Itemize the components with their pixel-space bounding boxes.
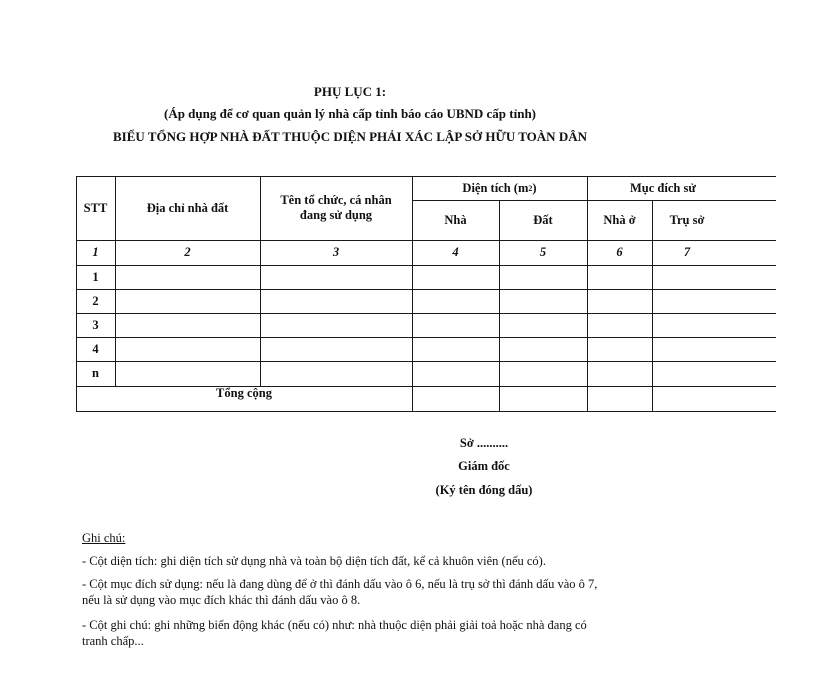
table-row-divider <box>76 337 776 338</box>
note-item: - Cột diện tích: ghi diện tích sử dụng nhà và toàn bộ diện tích đất, kể cả khuôn viên (nếu có). <box>82 554 546 568</box>
note-item: - Cột mục đích sử dụng: nếu là đang dùng để ở thì đánh dấu vào ô 6, nếu là trụ sở thì đánh dấu vào ô 7, nếu là sử dụng vào mục đích khác thì đánh dấu vào ô 8. <box>82 577 598 607</box>
note-item: - Cột ghi chú: ghi những biến động khác (nếu có) như: nhà thuộc diện phải giải toả hoặc nhà đang có tranh chấp... <box>82 618 587 648</box>
form-title: BIỂU TỔNG HỢP NHÀ ĐẤT THUỘC DIỆN PHẢI XÁC LẬP SỞ HỮU TOÀN DÂN <box>113 129 587 144</box>
header-organization: Tên tổ chức, cá nhân đang sử dụng <box>280 193 392 222</box>
table-row-divider <box>76 265 776 266</box>
table-border-bottom <box>76 411 776 412</box>
row-label: 4 <box>92 341 99 356</box>
summary-table <box>76 176 776 412</box>
header-stt: STT <box>83 200 108 215</box>
director-title: Giám đốc <box>458 459 510 473</box>
column-number: 1 <box>92 245 99 259</box>
header-land: Đất <box>533 212 553 227</box>
column-number: 6 <box>616 245 623 259</box>
sign-note: (Ký tên đóng dấu) <box>435 483 533 497</box>
column-number: 3 <box>332 245 340 259</box>
appendix-scope: (Áp dụng để cơ quan quản lý nhà cấp tỉnh báo cáo UBND cấp tỉnh) <box>163 106 537 121</box>
area-group-close: ) <box>532 180 537 195</box>
header-area-group <box>412 176 587 200</box>
table-col-divider <box>260 176 261 386</box>
header-purpose-group: Mục đích sử <box>630 180 696 195</box>
area-group-label: Diện tích (m <box>462 180 529 195</box>
appendix-label: PHỤ LỤC 1: <box>313 84 387 99</box>
department-label: Sở .......... <box>459 436 509 450</box>
column-number: 4 <box>452 245 459 259</box>
header-house: Nhà <box>444 212 467 227</box>
header-address: Địa chỉ nhà đất <box>146 200 229 215</box>
total-label: Tổng cộng <box>216 386 272 400</box>
column-number: 5 <box>539 245 547 259</box>
column-number: 2 <box>184 245 191 259</box>
header-headquarters: Trụ sở <box>669 212 705 227</box>
column-number: 7 <box>683 245 691 259</box>
row-label: 1 <box>92 269 99 284</box>
table-row-divider <box>76 313 776 314</box>
row-label: 3 <box>92 317 99 332</box>
row-label: 2 <box>92 293 99 308</box>
table-row-divider <box>76 289 776 290</box>
row-label: n <box>92 366 99 380</box>
notes-title: Ghi chú: <box>82 531 126 545</box>
table-row-divider <box>76 361 776 362</box>
area-unit-superscript: 2 <box>528 183 533 193</box>
header-residence: Nhà ở <box>603 212 636 227</box>
